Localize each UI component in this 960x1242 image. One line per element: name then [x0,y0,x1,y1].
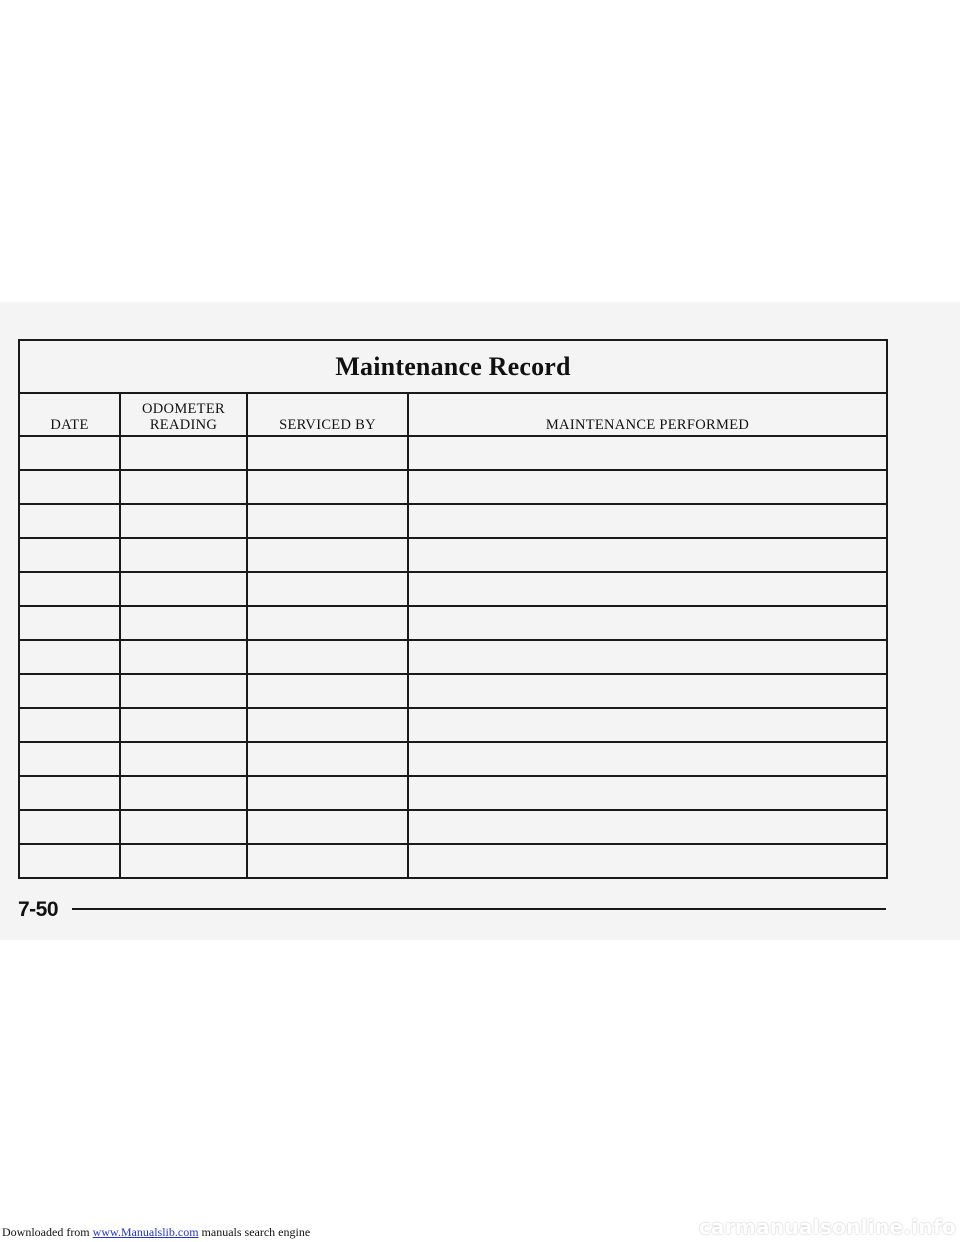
odometer-header-line1: ODOMETER [142,401,225,417]
table-row [19,436,887,470]
serviced-by-header-label: SERVICED BY [279,417,376,433]
table-row [19,470,887,504]
cell-date [19,810,120,844]
cell-maintenance [408,470,887,504]
cell-maintenance [408,640,887,674]
date-header-label: DATE [50,417,89,433]
cell-odometer [120,436,247,470]
cell-date [19,742,120,776]
page-number: 7-50 [18,898,59,921]
cell-serviced-by [247,810,408,844]
column-header-date [19,393,120,436]
cell-serviced-by [247,504,408,538]
cell-date [19,776,120,810]
column-header-serviced-by [247,393,408,436]
download-note-prefix: Downloaded from [2,1225,93,1239]
table-row [19,844,887,878]
cell-date [19,436,120,470]
table-row [19,674,887,708]
cell-maintenance [408,810,887,844]
table-row [19,708,887,742]
cell-odometer [120,810,247,844]
column-header-odometer-reading [120,393,247,436]
column-header-maintenance-performed [408,393,887,436]
record-rows [19,436,887,878]
cell-date [19,674,120,708]
cell-maintenance [408,504,887,538]
footer-rule [72,908,886,910]
cell-date [19,640,120,674]
maintenance-performed-header-label: MAINTENANCE PERFORMED [545,417,750,433]
cell-odometer [120,538,247,572]
cell-serviced-by [247,776,408,810]
maintenance-record-table [18,339,888,879]
cell-maintenance [408,572,887,606]
cell-odometer [120,470,247,504]
cell-serviced-by [247,538,408,572]
cell-serviced-by [247,742,408,776]
table-row [19,504,887,538]
cell-maintenance [408,436,887,470]
cell-serviced-by [247,640,408,674]
cell-serviced-by [247,572,408,606]
site-watermark: carmanualsonline.info [698,1215,956,1239]
cell-date [19,538,120,572]
table-row [19,572,887,606]
odometer-header-line2: READING [149,417,218,433]
cell-odometer [120,844,247,878]
cell-odometer [120,742,247,776]
cell-serviced-by [247,674,408,708]
download-note [2,1225,310,1240]
cell-maintenance [408,674,887,708]
table-row [19,538,887,572]
cell-serviced-by [247,470,408,504]
cell-date [19,606,120,640]
cell-serviced-by [247,844,408,878]
cell-odometer [120,708,247,742]
cell-date [19,708,120,742]
cell-odometer [120,674,247,708]
cell-serviced-by [247,606,408,640]
table-row [19,742,887,776]
cell-date [19,844,120,878]
table-row [19,640,887,674]
cell-maintenance [408,606,887,640]
cell-maintenance [408,538,887,572]
cell-maintenance [408,742,887,776]
cell-date [19,504,120,538]
table-row [19,810,887,844]
cell-odometer [120,504,247,538]
table-row [19,776,887,810]
cell-odometer [120,606,247,640]
table-row [19,606,887,640]
manualslib-link[interactable]: www.Manualslib.com [92,1225,199,1239]
cell-date [19,572,120,606]
download-note-suffix: manuals search engine [198,1225,311,1239]
cell-odometer [120,572,247,606]
table-title: Maintenance Record [19,340,887,393]
cell-serviced-by [247,436,408,470]
cell-maintenance [408,708,887,742]
cell-serviced-by [247,708,408,742]
cell-maintenance [408,776,887,810]
cell-maintenance [408,844,887,878]
cell-odometer [120,776,247,810]
cell-odometer [120,640,247,674]
cell-date [19,470,120,504]
